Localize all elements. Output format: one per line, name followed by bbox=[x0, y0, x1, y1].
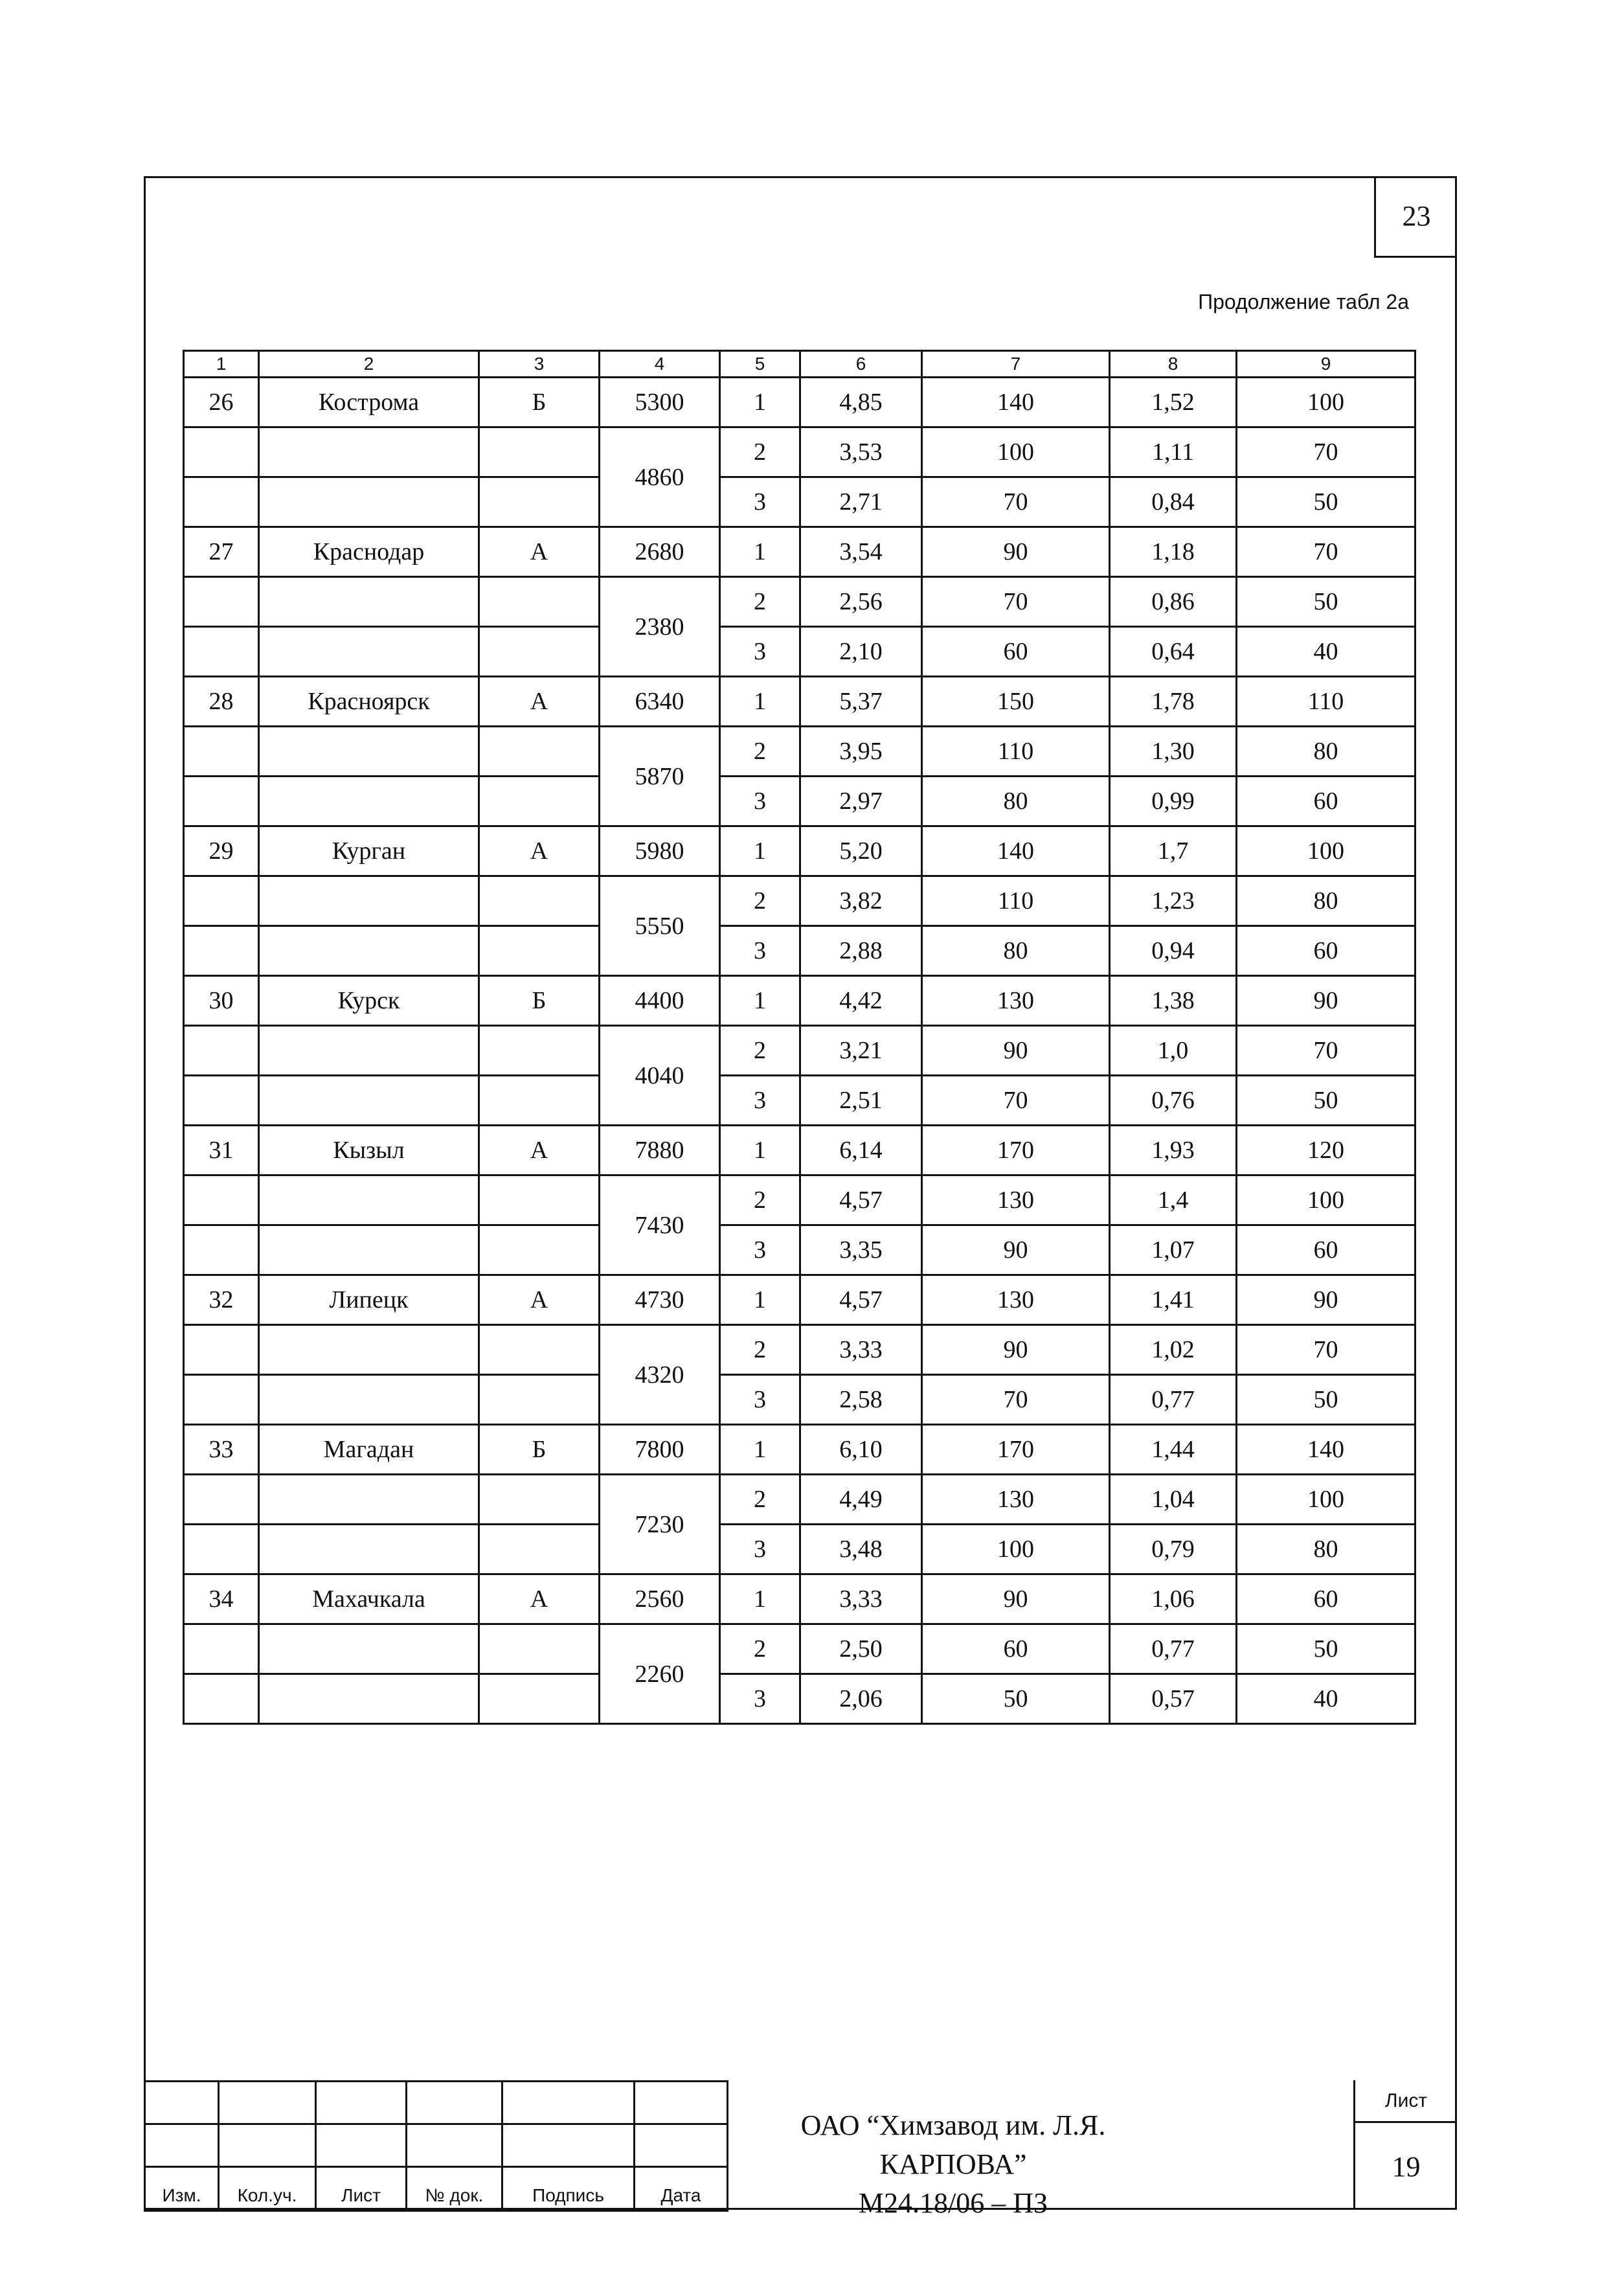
data-cell: 1,07 bbox=[1110, 1225, 1237, 1275]
city-number: 28 bbox=[184, 677, 259, 727]
city-category: Б bbox=[479, 1425, 600, 1475]
data-cell: 2 bbox=[720, 1175, 800, 1225]
city-category: А bbox=[479, 677, 600, 727]
city-value-col4: 5870 bbox=[600, 727, 720, 826]
data-cell: 1,7 bbox=[1110, 826, 1237, 876]
data-cell: 40 bbox=[1237, 1674, 1415, 1724]
city-value-col4: 7880 bbox=[600, 1126, 720, 1175]
data-cell: 100 bbox=[1237, 1175, 1415, 1225]
city-value-col4: 7430 bbox=[600, 1175, 720, 1275]
table-body bbox=[184, 351, 1415, 1724]
data-cell: 4,57 bbox=[800, 1175, 922, 1225]
data-cell: 90 bbox=[1237, 976, 1415, 1026]
data-cell: 70 bbox=[1237, 527, 1415, 577]
empty-cell bbox=[184, 577, 259, 627]
empty-cell bbox=[259, 926, 479, 976]
data-cell: 1,44 bbox=[1110, 1425, 1237, 1475]
company-name: ОАО “Химзавод им. Л.Я. КАРПОВА” bbox=[800, 2109, 1106, 2180]
data-cell: 2,58 bbox=[800, 1375, 922, 1425]
data-cell: 1,30 bbox=[1110, 727, 1237, 777]
empty-cell bbox=[479, 1674, 600, 1724]
city-name: Махачкала bbox=[259, 1574, 479, 1624]
data-cell: 70 bbox=[1237, 1325, 1415, 1375]
data-cell: 80 bbox=[1237, 727, 1415, 777]
document-code: М24.18/06 – ПЗ bbox=[858, 2187, 1048, 2219]
data-cell: 170 bbox=[922, 1126, 1110, 1175]
city-number: 34 bbox=[184, 1574, 259, 1624]
data-cell: 3 bbox=[720, 1674, 800, 1724]
empty-cell bbox=[259, 627, 479, 677]
data-cell: 0,94 bbox=[1110, 926, 1237, 976]
empty-cell bbox=[184, 1225, 259, 1275]
sheet-box bbox=[1353, 2080, 1457, 2210]
table-row bbox=[184, 1175, 1415, 1225]
data-cell: 70 bbox=[1237, 1026, 1415, 1076]
data-cell: 0,57 bbox=[1110, 1674, 1237, 1724]
data-cell: 1,38 bbox=[1110, 976, 1237, 1026]
city-name: Краснодар bbox=[259, 527, 479, 577]
city-number: 32 bbox=[184, 1275, 259, 1325]
empty-cell bbox=[184, 1375, 259, 1425]
data-cell: 140 bbox=[1237, 1425, 1415, 1475]
data-cell: 130 bbox=[922, 1275, 1110, 1325]
empty-cell bbox=[259, 1175, 479, 1225]
data-cell: 60 bbox=[922, 1624, 1110, 1674]
data-cell: 3,35 bbox=[800, 1225, 922, 1275]
company-block bbox=[733, 2106, 1173, 2223]
data-cell: 40 bbox=[1237, 627, 1415, 677]
table-header-row bbox=[184, 351, 1415, 378]
city-number: 26 bbox=[184, 378, 259, 427]
empty-cell bbox=[259, 1225, 479, 1275]
table-row bbox=[184, 1624, 1415, 1674]
column-header: 9 bbox=[1237, 351, 1415, 378]
city-category: Б bbox=[479, 378, 600, 427]
data-cell: 1,18 bbox=[1110, 527, 1237, 577]
empty-cell bbox=[479, 477, 600, 527]
empty-cell bbox=[479, 427, 600, 477]
empty-cell bbox=[259, 727, 479, 777]
city-category: А bbox=[479, 1275, 600, 1325]
data-cell: 0,64 bbox=[1110, 627, 1237, 677]
table-row bbox=[184, 777, 1415, 826]
data-cell: 1 bbox=[720, 378, 800, 427]
data-cell: 80 bbox=[922, 926, 1110, 976]
column-header: 2 bbox=[259, 351, 479, 378]
data-cell: 2,10 bbox=[800, 627, 922, 677]
data-cell: 90 bbox=[1237, 1275, 1415, 1325]
data-cell: 3 bbox=[720, 477, 800, 527]
data-cell: 2,50 bbox=[800, 1624, 922, 1674]
data-cell: 3,48 bbox=[800, 1525, 922, 1574]
data-cell: 2,51 bbox=[800, 1076, 922, 1126]
data-cell: 3,33 bbox=[800, 1574, 922, 1624]
data-cell: 0,86 bbox=[1110, 577, 1237, 627]
table-row bbox=[184, 1425, 1415, 1475]
table-row bbox=[184, 976, 1415, 1026]
data-cell: 1,11 bbox=[1110, 427, 1237, 477]
city-value-col4: 2260 bbox=[600, 1624, 720, 1724]
city-number: 29 bbox=[184, 826, 259, 876]
data-cell: 5,37 bbox=[800, 677, 922, 727]
data-cell: 3 bbox=[720, 926, 800, 976]
city-value-col4: 6340 bbox=[600, 677, 720, 727]
data-cell: 0,79 bbox=[1110, 1525, 1237, 1574]
data-cell: 90 bbox=[922, 1225, 1110, 1275]
data-cell: 3 bbox=[720, 627, 800, 677]
data-cell: 70 bbox=[922, 1375, 1110, 1425]
data-cell: 4,49 bbox=[800, 1475, 922, 1525]
data-cell: 3 bbox=[720, 1225, 800, 1275]
data-cell: 2 bbox=[720, 427, 800, 477]
city-value-col4: 4040 bbox=[600, 1026, 720, 1126]
data-cell: 130 bbox=[922, 976, 1110, 1026]
empty-cell bbox=[259, 1525, 479, 1574]
data-cell: 100 bbox=[922, 427, 1110, 477]
city-value-col4: 5550 bbox=[600, 876, 720, 976]
data-cell: 100 bbox=[1237, 378, 1415, 427]
data-cell: 1,4 bbox=[1110, 1175, 1237, 1225]
data-cell: 1,52 bbox=[1110, 378, 1237, 427]
table-row bbox=[184, 527, 1415, 577]
data-cell: 120 bbox=[1237, 1126, 1415, 1175]
data-cell: 0,76 bbox=[1110, 1076, 1237, 1126]
data-cell: 5,20 bbox=[800, 826, 922, 876]
data-cell: 50 bbox=[1237, 577, 1415, 627]
empty-cell bbox=[184, 1525, 259, 1574]
data-cell: 1,41 bbox=[1110, 1275, 1237, 1325]
city-value-col4: 4320 bbox=[600, 1325, 720, 1425]
data-cell: 1,78 bbox=[1110, 677, 1237, 727]
data-cell: 1 bbox=[720, 1126, 800, 1175]
city-name: Красноярск bbox=[259, 677, 479, 727]
city-value-col4: 2560 bbox=[600, 1574, 720, 1624]
revision-label: Кол.уч. bbox=[219, 2167, 316, 2211]
empty-cell bbox=[479, 1525, 600, 1574]
data-cell: 0,77 bbox=[1110, 1624, 1237, 1674]
empty-cell bbox=[259, 477, 479, 527]
city-name: Курск bbox=[259, 976, 479, 1026]
data-cell: 80 bbox=[1237, 876, 1415, 926]
data-cell: 0,99 bbox=[1110, 777, 1237, 826]
sheet-number: 19 bbox=[1392, 2150, 1421, 2183]
data-cell: 70 bbox=[922, 477, 1110, 527]
data-cell: 4,42 bbox=[800, 976, 922, 1026]
empty-cell bbox=[479, 1026, 600, 1076]
data-cell: 4,57 bbox=[800, 1275, 922, 1325]
empty-cell bbox=[184, 1325, 259, 1375]
empty-cell bbox=[184, 1175, 259, 1225]
data-cell: 1 bbox=[720, 826, 800, 876]
column-header: 5 bbox=[720, 351, 800, 378]
data-cell: 2,88 bbox=[800, 926, 922, 976]
city-value-col4: 5300 bbox=[600, 378, 720, 427]
data-cell: 2 bbox=[720, 727, 800, 777]
empty-cell bbox=[479, 627, 600, 677]
data-cell: 90 bbox=[922, 1325, 1110, 1375]
city-value-col4: 7800 bbox=[600, 1425, 720, 1475]
table-row bbox=[184, 1275, 1415, 1325]
table-row bbox=[184, 1076, 1415, 1126]
table-row bbox=[184, 1225, 1415, 1275]
empty-cell bbox=[479, 1624, 600, 1674]
data-cell: 140 bbox=[922, 378, 1110, 427]
data-cell: 110 bbox=[922, 876, 1110, 926]
column-header: 8 bbox=[1110, 351, 1237, 378]
column-header: 6 bbox=[800, 351, 922, 378]
data-cell: 170 bbox=[922, 1425, 1110, 1475]
data-cell: 1 bbox=[720, 527, 800, 577]
city-category: А bbox=[479, 1574, 600, 1624]
empty-cell bbox=[479, 1076, 600, 1126]
revision-label: Дата bbox=[635, 2167, 728, 2211]
data-cell: 50 bbox=[922, 1674, 1110, 1724]
table-row bbox=[184, 477, 1415, 527]
data-cell: 90 bbox=[922, 1574, 1110, 1624]
data-cell: 1,0 bbox=[1110, 1026, 1237, 1076]
table-row bbox=[184, 727, 1415, 777]
empty-cell bbox=[259, 577, 479, 627]
data-cell: 1,02 bbox=[1110, 1325, 1237, 1375]
data-cell: 2 bbox=[720, 876, 800, 926]
city-value-col4: 4860 bbox=[600, 427, 720, 527]
column-header: 3 bbox=[479, 351, 600, 378]
revision-label: Лист bbox=[316, 2167, 407, 2211]
revision-label: Подпись bbox=[502, 2167, 635, 2211]
revision-grid bbox=[144, 2080, 728, 2212]
table-row bbox=[184, 1674, 1415, 1724]
data-cell: 80 bbox=[1237, 1525, 1415, 1574]
data-cell: 110 bbox=[1237, 677, 1415, 727]
empty-cell bbox=[259, 1076, 479, 1126]
data-cell: 70 bbox=[922, 1076, 1110, 1126]
empty-cell bbox=[479, 1175, 600, 1225]
empty-cell bbox=[184, 727, 259, 777]
data-cell: 1,06 bbox=[1110, 1574, 1237, 1624]
data-cell: 3,53 bbox=[800, 427, 922, 477]
data-cell: 1 bbox=[720, 677, 800, 727]
data-cell: 2,97 bbox=[800, 777, 922, 826]
data-cell: 4,85 bbox=[800, 378, 922, 427]
table-row bbox=[184, 926, 1415, 976]
city-number: 33 bbox=[184, 1425, 259, 1475]
data-cell: 50 bbox=[1237, 477, 1415, 527]
data-cell: 90 bbox=[922, 1026, 1110, 1076]
data-cell: 60 bbox=[1237, 1225, 1415, 1275]
city-name: Липецк bbox=[259, 1275, 479, 1325]
empty-cell bbox=[184, 1026, 259, 1076]
data-cell: 2 bbox=[720, 577, 800, 627]
data-cell: 50 bbox=[1237, 1076, 1415, 1126]
data-cell: 90 bbox=[922, 527, 1110, 577]
data-cell: 6,10 bbox=[800, 1425, 922, 1475]
table-caption: Продолжение табл 2а bbox=[1198, 290, 1409, 313]
table-row bbox=[184, 876, 1415, 926]
table-row bbox=[184, 677, 1415, 727]
empty-cell bbox=[184, 477, 259, 527]
page-number: 23 bbox=[1374, 176, 1457, 258]
city-category: А bbox=[479, 527, 600, 577]
empty-cell bbox=[184, 427, 259, 477]
city-value-col4: 4400 bbox=[600, 976, 720, 1026]
empty-cell bbox=[259, 777, 479, 826]
data-cell: 130 bbox=[922, 1175, 1110, 1225]
city-name: Кызыл bbox=[259, 1126, 479, 1175]
city-name: Кострома bbox=[259, 378, 479, 427]
empty-cell bbox=[184, 627, 259, 677]
revision-label: Изм. bbox=[145, 2167, 219, 2211]
data-cell: 130 bbox=[922, 1475, 1110, 1525]
empty-cell bbox=[184, 1475, 259, 1525]
data-cell: 0,84 bbox=[1110, 477, 1237, 527]
data-cell: 3 bbox=[720, 777, 800, 826]
table-row bbox=[184, 1325, 1415, 1375]
revision-label: № док. bbox=[407, 2167, 502, 2211]
city-number: 27 bbox=[184, 527, 259, 577]
data-cell: 3,95 bbox=[800, 727, 922, 777]
data-cell: 2,06 bbox=[800, 1674, 922, 1724]
data-cell: 100 bbox=[922, 1525, 1110, 1574]
data-cell: 2 bbox=[720, 1026, 800, 1076]
data-cell: 3 bbox=[720, 1525, 800, 1574]
empty-cell bbox=[259, 1674, 479, 1724]
city-value-col4: 5980 bbox=[600, 826, 720, 876]
empty-cell bbox=[259, 1475, 479, 1525]
data-cell: 3,82 bbox=[800, 876, 922, 926]
empty-cell bbox=[259, 876, 479, 926]
data-cell: 3 bbox=[720, 1076, 800, 1126]
empty-cell bbox=[479, 727, 600, 777]
empty-cell bbox=[259, 1325, 479, 1375]
city-category: А bbox=[479, 1126, 600, 1175]
empty-cell bbox=[479, 1475, 600, 1525]
empty-cell bbox=[479, 876, 600, 926]
city-name: Курган bbox=[259, 826, 479, 876]
title-block bbox=[144, 2080, 1457, 2219]
city-value-col4: 4730 bbox=[600, 1275, 720, 1325]
empty-cell bbox=[184, 876, 259, 926]
empty-cell bbox=[259, 427, 479, 477]
data-cell: 60 bbox=[922, 627, 1110, 677]
empty-cell bbox=[184, 1674, 259, 1724]
empty-cell bbox=[479, 1375, 600, 1425]
data-cell: 70 bbox=[922, 577, 1110, 627]
table-row bbox=[184, 1026, 1415, 1076]
empty-cell bbox=[184, 777, 259, 826]
city-value-col4: 7230 bbox=[600, 1475, 720, 1574]
data-cell: 2,56 bbox=[800, 577, 922, 627]
data-cell: 3,33 bbox=[800, 1325, 922, 1375]
data-cell: 3 bbox=[720, 1375, 800, 1425]
column-header: 1 bbox=[184, 351, 259, 378]
empty-cell bbox=[184, 1076, 259, 1126]
city-number: 31 bbox=[184, 1126, 259, 1175]
table-row bbox=[184, 427, 1415, 477]
data-cell: 1,04 bbox=[1110, 1475, 1237, 1525]
revision-label-row bbox=[145, 2167, 728, 2211]
sheet-label: Лист bbox=[1355, 2080, 1457, 2123]
data-cell: 140 bbox=[922, 826, 1110, 876]
data-cell: 2,71 bbox=[800, 477, 922, 527]
empty-cell bbox=[479, 577, 600, 627]
data-cell: 110 bbox=[922, 727, 1110, 777]
table-row bbox=[184, 1375, 1415, 1425]
city-number: 30 bbox=[184, 976, 259, 1026]
column-header: 4 bbox=[600, 351, 720, 378]
data-cell: 1 bbox=[720, 1425, 800, 1475]
empty-cell bbox=[259, 1624, 479, 1674]
city-category: Б bbox=[479, 976, 600, 1026]
data-cell: 2 bbox=[720, 1475, 800, 1525]
empty-cell bbox=[479, 1325, 600, 1375]
empty-cell bbox=[479, 1225, 600, 1275]
empty-cell bbox=[479, 926, 600, 976]
table-row bbox=[184, 627, 1415, 677]
data-cell: 1 bbox=[720, 1275, 800, 1325]
data-cell: 1 bbox=[720, 1574, 800, 1624]
table-row bbox=[184, 1574, 1415, 1624]
data-cell: 60 bbox=[1237, 926, 1415, 976]
data-cell: 6,14 bbox=[800, 1126, 922, 1175]
data-cell: 50 bbox=[1237, 1624, 1415, 1674]
data-cell: 2 bbox=[720, 1624, 800, 1674]
table-row bbox=[184, 1126, 1415, 1175]
table-row bbox=[184, 1525, 1415, 1574]
city-name: Магадан bbox=[259, 1425, 479, 1475]
city-value-col4: 2380 bbox=[600, 577, 720, 677]
data-cell: 60 bbox=[1237, 1574, 1415, 1624]
data-cell: 1 bbox=[720, 976, 800, 1026]
data-cell: 1,93 bbox=[1110, 1126, 1237, 1175]
data-cell: 3,21 bbox=[800, 1026, 922, 1076]
data-cell: 150 bbox=[922, 677, 1110, 727]
data-cell: 100 bbox=[1237, 826, 1415, 876]
empty-cell bbox=[259, 1375, 479, 1425]
data-cell: 80 bbox=[922, 777, 1110, 826]
data-cell: 100 bbox=[1237, 1475, 1415, 1525]
data-cell: 3,54 bbox=[800, 527, 922, 577]
data-table bbox=[183, 350, 1416, 1725]
empty-cell bbox=[479, 777, 600, 826]
empty-cell bbox=[259, 1026, 479, 1076]
table-row bbox=[184, 378, 1415, 427]
data-cell: 70 bbox=[1237, 427, 1415, 477]
empty-cell bbox=[184, 1624, 259, 1674]
table-row bbox=[184, 1475, 1415, 1525]
data-cell: 2 bbox=[720, 1325, 800, 1375]
empty-cell bbox=[184, 926, 259, 976]
city-category: А bbox=[479, 826, 600, 876]
city-value-col4: 2680 bbox=[600, 527, 720, 577]
data-cell: 50 bbox=[1237, 1375, 1415, 1425]
data-cell: 60 bbox=[1237, 777, 1415, 826]
table-row bbox=[184, 577, 1415, 627]
column-header: 7 bbox=[922, 351, 1110, 378]
data-cell: 1,23 bbox=[1110, 876, 1237, 926]
table-row bbox=[184, 826, 1415, 876]
data-cell: 0,77 bbox=[1110, 1375, 1237, 1425]
